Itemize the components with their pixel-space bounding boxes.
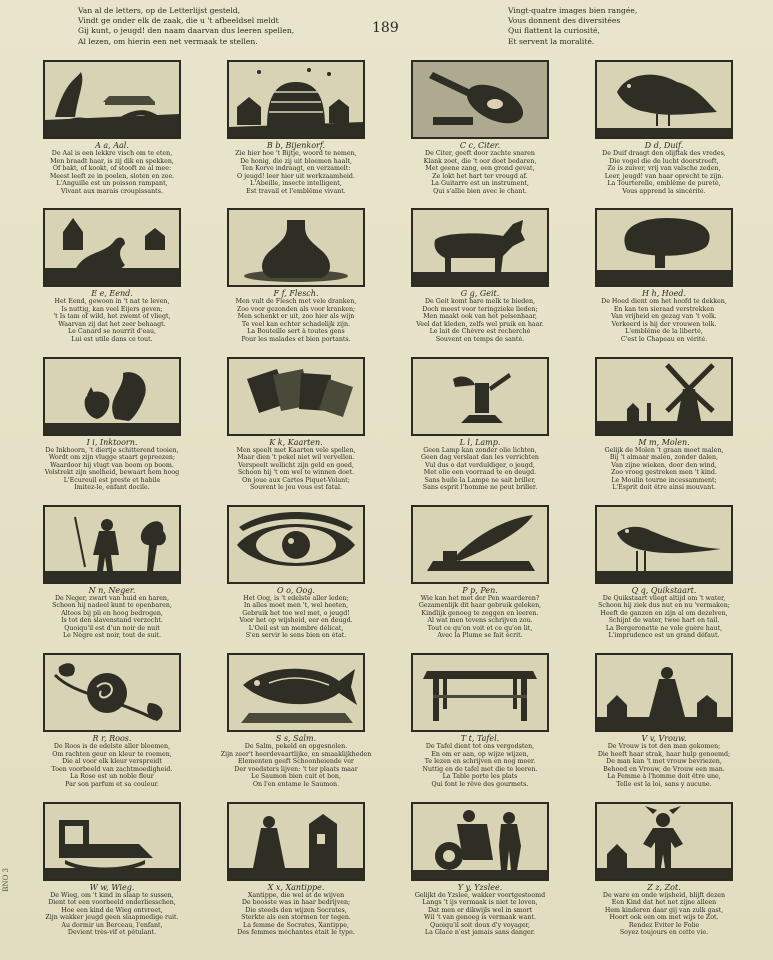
verse-line: Schoon hij nadeel kunt te openbaren, xyxy=(52,602,172,610)
cell-verse xyxy=(22,447,202,492)
cell-verse xyxy=(574,298,754,343)
verse-line: L'Oeil est un membre délicat, xyxy=(248,624,344,632)
cell-caption: C c, Citer. xyxy=(459,141,501,150)
quill-pen-icon xyxy=(413,507,547,582)
lamp-icon xyxy=(413,359,547,434)
verse-line: Tout ce qu'on voit et ce qu'on lit, xyxy=(427,624,533,632)
verse-line: Souvent le jeu vous est fatal. xyxy=(249,484,343,492)
cell-verse xyxy=(206,892,386,937)
verse-line: Met olie een voorraad te en deugd. xyxy=(423,469,537,477)
verse-line: Het Eend, gewoon in 't nat te leven, xyxy=(54,298,170,306)
cell-caption: R r, Roos. xyxy=(92,734,132,744)
print-cell xyxy=(574,651,754,799)
verse-line: O jeugd! leer hier uit werkzaamheid. xyxy=(237,172,355,180)
verse-line: Toen voorbeeld van zachtmoedigheid. xyxy=(51,765,173,773)
verse-line: Lui est utile dans ce tout. xyxy=(71,335,153,343)
verse-line: Devient très-vif et pétulant. xyxy=(67,929,157,937)
verse-line: Le Canard se nourrit d'eau, xyxy=(67,328,157,336)
cell-verse xyxy=(390,447,570,492)
verse-line: Veel dat kleden, zelfs wel pruik en haar. xyxy=(416,320,544,328)
print-cell xyxy=(22,503,202,651)
verse-line: Gezamenlijk dit haar gebruik geleken, xyxy=(418,602,542,610)
table-icon xyxy=(413,655,547,730)
print-cell xyxy=(390,206,570,354)
verse-line: Vivant aux marais croupissants. xyxy=(61,187,163,195)
woodcut-frame xyxy=(595,653,733,732)
woodcut-frame xyxy=(43,208,181,287)
verse-line: Of bakt, of kookt, of stooft ze al mee: xyxy=(52,165,172,172)
verse-line: Verspeelt wellicht zijn geld en goed, xyxy=(238,461,354,469)
verse-line: Waardoor hij vlugt van boom op boom. xyxy=(50,461,174,469)
header-right-line: Vous donnent des diversitées xyxy=(508,16,621,26)
verse-line: Is nuttig, kan veel Eijers geven; xyxy=(61,305,163,313)
verse-line: Quoiqu'il soit doux d'y voyager, xyxy=(430,921,530,929)
wheelchair-icon xyxy=(413,804,547,879)
verse-line: Hem kinderen daar gij van zulk gast, xyxy=(604,906,724,914)
woodcut-frame xyxy=(227,357,365,436)
cell-caption: K k, Kaarten. xyxy=(269,437,323,447)
verse-line: Te veel kan echter schadelijk zijn. xyxy=(241,320,351,328)
verse-line: Wil 't van genoeg is vermaak want. xyxy=(424,914,536,922)
print-cell xyxy=(206,58,386,206)
header-right-line: Vingt-quatre images bien rangée, xyxy=(508,6,638,15)
cell-caption: A a, Aal. xyxy=(95,141,129,150)
verse-line: Van vrijheid en gezag van 't volk. xyxy=(611,313,717,321)
print-cell xyxy=(206,651,386,799)
verse-line: Klank zoet, die 't oor doet bedaren, xyxy=(423,157,537,165)
print-cell xyxy=(390,503,570,651)
print-cell xyxy=(22,355,202,503)
verse-line: Dient tot een voorbeeld onderliesschen, xyxy=(48,899,176,907)
verse-line: Der voedsters lijven: 't ter plaats maar xyxy=(234,765,358,773)
verse-line: Par son parfum et sa couleur. xyxy=(65,780,159,788)
man-with-bow-icon xyxy=(45,507,179,582)
verse-line: De Geit komt hare melk te bieden, xyxy=(424,298,536,306)
verse-line: Hoe een kind de Wieg ontvreet, xyxy=(61,906,163,914)
cell-caption: N n, Neger. xyxy=(88,585,136,595)
verse-line: Le Nègre est noir, tout de suit. xyxy=(62,632,162,640)
cell-caption: M m, Molen. xyxy=(638,437,690,447)
verse-line: Langs 't ijs vermaak is niet te loven, xyxy=(422,899,538,907)
verse-line: L'Abeille, insecte intelligent, xyxy=(250,180,342,187)
cell-verse xyxy=(206,743,386,788)
verse-line: Elementen geeft Schoonheiende ver xyxy=(238,758,354,766)
cell-verse xyxy=(22,298,202,343)
cell-verse xyxy=(22,743,202,788)
verse-line: Gelijk de Molen 't graan moet malen, xyxy=(604,446,724,454)
verse-line: Die steeds den wijzen Socrates, xyxy=(245,906,347,914)
cell-verse xyxy=(390,892,570,937)
dove-icon xyxy=(597,62,731,137)
verse-line: Vul dus o dat verduldiger, o jeugd, xyxy=(425,461,535,469)
page-number: 189 xyxy=(372,20,399,36)
verse-line: De Vrouw is tot den man gekomen; xyxy=(607,743,721,751)
verse-line: C'est le Chapeau en vérité. xyxy=(620,335,708,343)
verse-line: Leer, jeugd! van haar oprecht te zijn. xyxy=(604,172,724,180)
verse-line: Met geene zang, een grond gevat, xyxy=(425,165,535,172)
verse-line: Est travail et l'emblême vivant. xyxy=(246,187,346,195)
print-cell xyxy=(22,800,202,948)
verse-line: De Duif draagt den olijftak des vredes, xyxy=(602,150,726,157)
verse-line: La Glace n'est jamais sans danger. xyxy=(424,929,536,937)
verse-line: De Tafel dient tot ons vergodsten, xyxy=(425,743,535,751)
verse-line: Het Oog, is 't edelste aller leden; xyxy=(243,594,349,602)
verse-line: Schoon hij 't om wel te winnen doet. xyxy=(237,469,355,477)
cell-caption: B b, Bijenkorf. xyxy=(266,141,326,150)
cell-caption: E e, Eend. xyxy=(91,289,133,299)
print-cell xyxy=(390,355,570,503)
verse-line: Avec la Plume se fait écrit. xyxy=(437,632,523,640)
print-cell xyxy=(574,800,754,948)
verse-line: En kan ten sieraad verstrekken xyxy=(613,305,715,313)
verse-line: Imitez-le, enfant docile. xyxy=(74,484,150,492)
cradle-icon xyxy=(45,804,179,879)
verse-line: Rendez Éviter le Folie xyxy=(628,921,700,929)
duck-icon xyxy=(45,210,179,285)
verse-line: Men braadt haar, is zij dik en spekken, xyxy=(50,157,174,165)
print-cell xyxy=(574,503,754,651)
verse-line: De Salm, pekeld en opgesnolen. xyxy=(244,743,348,751)
cell-caption: F f, Flesch. xyxy=(273,289,319,299)
cell-verse xyxy=(390,150,570,195)
header-left-line: Vindt ge onder elk de zaak, die u 't afbeeldsel meldt xyxy=(78,16,279,26)
print-cell xyxy=(574,355,754,503)
woodcut-frame xyxy=(595,802,733,881)
cell-verse xyxy=(206,298,386,343)
cell-verse xyxy=(390,298,570,343)
verse-line: Te lezen en schrijven en nog meer. xyxy=(424,758,536,766)
squirrel-icon xyxy=(45,359,179,434)
rose-icon xyxy=(45,655,179,730)
verse-line: La Bouteille sert à toutes gens xyxy=(247,328,345,336)
verse-line: Bij 't almaar malen, zonder dalen, xyxy=(609,454,719,462)
verse-line: Meest leeft ze in poelen, sloten en zee. xyxy=(49,172,175,180)
cell-verse xyxy=(22,150,202,195)
eel-icon xyxy=(45,62,179,137)
woodcut-frame xyxy=(43,802,181,881)
header-right-line: Qui flattent la curiosité, xyxy=(508,26,600,36)
verse-line: Men vult de Flesch met vele dranken, xyxy=(235,298,357,306)
cell-verse xyxy=(574,743,754,788)
verse-line: De Aal is een lekkre visch om te eten, xyxy=(51,150,173,157)
verse-line: Des femmes méchantes était le type. xyxy=(237,929,355,937)
cell-verse xyxy=(574,150,754,195)
print-cell xyxy=(390,800,570,948)
woodcut-frame xyxy=(595,60,733,139)
verse-line: Nuttig en de tafel met die te leeren. xyxy=(422,765,538,773)
verse-line: La Tourterelle, emblême de pureté, xyxy=(607,180,721,187)
verse-line: Le Saumon bien cuit et bon, xyxy=(251,773,341,781)
cell-verse xyxy=(574,447,754,492)
cell-caption: S s, Salm. xyxy=(275,734,317,744)
verse-line: Zie hier hoe 't Bijtje, woord te nemen, xyxy=(235,150,357,157)
header-left-line: Gij kunt, o jeugd! den naam daarvan dus leeren spellen, xyxy=(78,26,295,36)
verse-line: Verkeerd is hij der vrouwen tolk. xyxy=(611,320,717,328)
verse-line: Souvent en temps de santé. xyxy=(435,335,525,343)
verse-line: De honig, die zij uit bloemen haalt, xyxy=(240,157,352,165)
fish-icon xyxy=(229,655,363,730)
flask-icon xyxy=(229,210,363,285)
woodcut-frame xyxy=(411,208,549,287)
woodcut-frame xyxy=(411,802,549,881)
verse-line: Quoiqu'il est d'un noir de nuit xyxy=(64,624,160,632)
verse-line: Qui s'allie bien avec le chant. xyxy=(433,187,527,195)
verse-line: Gebruik het toe wel met, o jeugd! xyxy=(242,609,350,617)
woman-scolding-icon xyxy=(229,804,363,879)
verse-line: Men maakt ook van het pelsenhaar, xyxy=(423,313,537,321)
verse-line: L'emblême de la liberté, xyxy=(625,328,703,336)
cell-caption: G g, Geit. xyxy=(460,289,500,299)
verse-line: Ze lokt het hart ter vreugd af. xyxy=(432,172,528,180)
cell-verse xyxy=(390,595,570,640)
verse-line: L'Anguille est un poisson rampant, xyxy=(56,180,168,187)
cell-caption: H h, Hoed. xyxy=(642,289,686,299)
cell-caption: Y y, Yzslee. xyxy=(457,882,503,892)
cell-verse xyxy=(206,447,386,492)
image-grid xyxy=(22,58,754,948)
verse-line: La femme de Socrates, Xantippe, xyxy=(243,921,349,929)
verse-line: Dat men er dikwijls wel in smort xyxy=(427,906,533,914)
print-cell xyxy=(390,651,570,799)
verse-line: Au dormir un Berceau, l'enfant, xyxy=(61,921,163,929)
verse-line: Sans huile la Lampe ne sait briller, xyxy=(424,476,536,484)
woodcut-frame xyxy=(227,653,365,732)
verse-line: Altoos bij pli en hoog bedrogen, xyxy=(61,609,163,617)
verse-line: De Wieg, om 't kind in slaap te sussen, xyxy=(50,891,174,899)
verse-line: De Inkhoorn, 't diertje schitterend tooien, xyxy=(45,446,179,454)
cittern-icon xyxy=(413,62,547,137)
woodcut-frame xyxy=(411,505,549,584)
verse-line: Zoo vroeg gestreken men 't kind. xyxy=(611,469,717,477)
verse-line: Heeft de ganzen en zijn al om dezelven, xyxy=(600,609,728,617)
woodcut-frame xyxy=(227,802,365,881)
cell-verse xyxy=(390,743,570,788)
verse-line: Zoo voor gezonden als voor kranken; xyxy=(236,305,356,313)
cell-verse xyxy=(206,595,386,640)
verse-line: Pour les malades et bien portants. xyxy=(241,335,351,343)
verse-line: Voor het op wijsheid, eer en deugd. xyxy=(239,617,353,625)
verse-line: Wordt om zijn vlugge staart gepreezen; xyxy=(48,454,176,462)
header-left-line: Van al de letters, op de Letterlijst gesteld, xyxy=(78,6,241,15)
verse-line: S'en servir le sens bien en état. xyxy=(245,632,347,640)
verse-line: La Guitarre est un instrument, xyxy=(431,180,529,187)
verse-line: La Rose est un noble fleur xyxy=(70,773,154,781)
hat-icon xyxy=(597,210,731,285)
verse-line: De Roos is de edelste aller bloemen, xyxy=(53,743,171,751)
verse-line: Om rachten geur en kleur te roemen, xyxy=(52,750,172,758)
cell-verse xyxy=(574,595,754,640)
cell-caption: T t, Tafel. xyxy=(460,734,500,744)
cell-caption: Q q, Quikstaart. xyxy=(631,585,697,595)
print-cell xyxy=(206,800,386,948)
verse-line: Schijnt de water, twee hart en tail. xyxy=(608,617,720,625)
verse-line: Is tot den slavenstand verzocht. xyxy=(61,617,163,625)
verse-line: La Table porte les plats xyxy=(442,773,518,781)
verse-line: On l'en entame le Saumon. xyxy=(252,780,340,788)
woodcut-frame xyxy=(227,505,365,584)
page-header xyxy=(0,6,773,64)
print-cell xyxy=(22,651,202,799)
verse-line: Hoort ook een om met wijs te Zot. xyxy=(609,914,719,922)
cell-verse xyxy=(22,892,202,937)
cell-caption: I i, Inktoorn. xyxy=(86,437,138,447)
verse-line: Een Kind dat het net zijne alleen xyxy=(611,899,717,907)
cell-caption: D d, Duif. xyxy=(644,141,684,150)
cell-caption: L l, Lamp. xyxy=(459,437,501,447)
woodcut-frame xyxy=(43,60,181,139)
woodcut-frame xyxy=(43,653,181,732)
verse-line: Sterkte als een stormen ter tegen. xyxy=(241,914,351,922)
verse-line: Ze is zuiver, vrij van valsche zeden, xyxy=(607,165,721,172)
windmill-icon xyxy=(597,359,731,434)
verse-line: Men schenkt er uit, zoo hier als wijn xyxy=(237,313,355,321)
woodcut-frame xyxy=(595,208,733,287)
verse-line: Xantippe, die wel at de wijven xyxy=(247,891,345,899)
verse-line: De Quikstaart vliegt altijd om 't water, xyxy=(602,594,726,602)
verse-line: Le Moulin tourne incessamment; xyxy=(611,476,717,484)
verse-line: Die al voor elk kleur verspreidt xyxy=(62,758,162,766)
verse-line: L'Ecureuil est preste et habile xyxy=(63,476,161,484)
verse-line: Qui font le rêve des gourmets. xyxy=(431,780,529,788)
cell-caption: P p, Pen. xyxy=(462,585,498,595)
verse-line: Sans esprit l'homme ne peut briller. xyxy=(422,484,538,492)
verse-line: De man kan 't met vrouw bevriezen, xyxy=(606,758,722,766)
verse-line: De boosste was in haar bedrijven; xyxy=(241,899,351,907)
verse-line: Zijn zeer't heerdevaartlijke, en smaaklijkheden xyxy=(220,750,372,758)
cell-caption: O o, Oog. xyxy=(276,585,316,595)
verse-line: Al wat men tevens schrijven zou. xyxy=(427,617,533,625)
cell-caption: V v, Vrouw. xyxy=(641,734,687,744)
print-cell xyxy=(206,206,386,354)
verse-line: De Neger, zwart van huid en haren, xyxy=(54,594,169,602)
verse-line: Vous apprend la sincérité. xyxy=(622,187,706,195)
margin-note: BNO 3 xyxy=(2,868,10,892)
cell-caption: X x, Xantippe. xyxy=(267,882,325,892)
print-cell xyxy=(22,206,202,354)
verse-line: Kindlijk genoeg te zeggen en leeren. xyxy=(421,609,539,617)
verse-line: Die heeft haar strak, haar hulp genoemd; xyxy=(597,750,731,758)
verse-line: Volstrekt zijn snelheid, bewaart hem hoog xyxy=(44,469,180,477)
verse-line: L'imprudence est un grand défaut. xyxy=(608,632,720,640)
verse-line: Men speelt met Kaarten vele spellen, xyxy=(236,446,356,454)
woodcut-frame xyxy=(227,60,365,139)
verse-line: Geen dag verslaat dan les verrichten xyxy=(421,454,539,462)
cards-icon xyxy=(229,359,363,434)
verse-line: Ten Korve indraagt, en verzamelt: xyxy=(241,165,351,172)
header-left-line: Al lezen, om hierin een net vermaak te stellen. xyxy=(78,36,258,46)
goat-icon xyxy=(413,210,547,285)
cell-caption: Z z, Zot. xyxy=(647,882,681,892)
woodcut-frame xyxy=(43,357,181,436)
cell-verse xyxy=(206,150,386,195)
verse-line: Soyez toujours en cette vie. xyxy=(619,929,709,937)
verse-line: 't Is tam of wild, het zwemt of vliegt, xyxy=(53,313,171,321)
verse-line: En om er aan, op wijze wijzen, xyxy=(431,750,529,758)
header-right-line: Et servent la moralité. xyxy=(508,36,595,46)
verse-line: La Femme à l'homme doit être une, xyxy=(607,773,721,781)
cell-caption: W w, Wieg. xyxy=(89,882,135,892)
verse-line: Wie kan het met der Pen waarderen? xyxy=(420,594,540,602)
cell-verse xyxy=(574,892,754,937)
verse-line: Die vogel die de lucht doorstreeft, xyxy=(609,157,719,165)
verse-line: De Hoed dient om het hoofd te dekken, xyxy=(601,298,727,306)
verse-line: In alles moet men 't, wel heeten, xyxy=(243,602,349,610)
eye-icon xyxy=(229,507,363,582)
woodcut-frame xyxy=(411,60,549,139)
print-cell xyxy=(574,58,754,206)
bird-icon xyxy=(597,507,731,582)
print-cell xyxy=(206,503,386,651)
header-dutch-verse xyxy=(78,6,348,47)
verse-line: La Bergeronette ne vole guère haut, xyxy=(605,624,723,632)
verse-line: Maar dien 't pekel niet wil vervellen. xyxy=(237,454,355,462)
header-french-verse xyxy=(508,6,748,47)
woodcut-frame xyxy=(411,357,549,436)
beehive-icon xyxy=(229,62,363,137)
cell-verse xyxy=(22,595,202,640)
verse-line: Van zijne wieken, door den wind, xyxy=(611,461,717,469)
woodcut-frame xyxy=(43,505,181,584)
verse-line: De Citer, geeft door zachte snaren xyxy=(425,150,535,157)
verse-line: De ware en onde wijsheid, blijft dezen xyxy=(602,891,726,899)
verse-line: Gelijkt de Yzslee, wakker voortgestoomd xyxy=(414,891,546,899)
print-cell xyxy=(206,355,386,503)
verse-line: Zijn wakker jeugd geen slaapmedige ruit. xyxy=(45,914,179,922)
woman-icon xyxy=(597,655,731,730)
verse-line: Waarvan zij dat het zeer behaagt. xyxy=(58,320,166,328)
woodcut-frame xyxy=(595,505,733,584)
woodcut-frame xyxy=(411,653,549,732)
verse-line: Le lait de Chèvre est recherché xyxy=(429,328,531,336)
verse-line: L'Esprit doit être ainsi mouvant. xyxy=(612,484,716,492)
verse-line: Behoed en Vrouw, de Vrouw een man. xyxy=(603,765,725,773)
fool-icon xyxy=(597,804,731,879)
print-cell xyxy=(22,58,202,206)
print-cell xyxy=(390,58,570,206)
verse-line: Geen Lamp kan zonder olie lichten, xyxy=(423,446,537,454)
print-cell xyxy=(574,206,754,354)
verse-line: On joue aux Cartes Piquet-Volant; xyxy=(242,476,350,484)
woodcut-frame xyxy=(595,357,733,436)
woodcut-frame xyxy=(227,208,365,287)
verse-line: Telle est la loi, sans y aucune. xyxy=(616,780,712,788)
verse-line: Doch meest voor teringzieke lieden; xyxy=(422,305,538,313)
verse-line: Schoon hij ziek dus nut en nu 'vermaken; xyxy=(598,602,730,610)
